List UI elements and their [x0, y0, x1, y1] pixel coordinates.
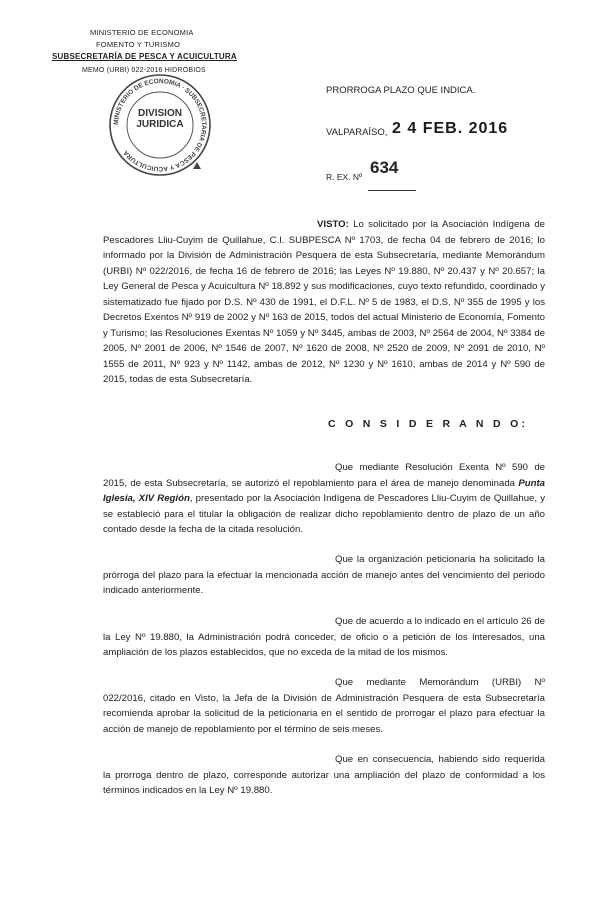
- place-label: VALPARAÍSO,: [326, 127, 388, 138]
- subsecretaria-name: SUBSECRETARÍA DE PESCA Y ACUICULTURA: [52, 52, 237, 61]
- stamp-line1: DIVISION: [138, 108, 182, 119]
- p1-area-name: Punta Iglesia, XIV Región: [103, 477, 545, 504]
- memo-reference: MEMO (URBI) 022-2016 HIDROBIOS: [82, 67, 206, 74]
- p1-text-c: , presentado por la Asociación Indígena de Pescadores Lliu-Cuyim de Quillahue, y se estableció para el titular la obligación de realizar dicho repoblamiento dentro de plazo de un año contado desde la fecha de la citada resolución.: [103, 493, 545, 535]
- subject-line: PRORROGA PLAZO QUE INDICA.: [326, 85, 476, 96]
- division-juridica-stamp: [105, 70, 215, 180]
- considerando-paragraph-3: [103, 614, 545, 661]
- considerando-paragraph-2: [103, 552, 545, 599]
- ministry-line1: MINISTERIO DE ECONOMIA: [90, 28, 194, 37]
- p4-text: Que mediante Memorándum (URBI) Nº 022/2016, citado en Visto, la Jefa de la División de Administración Pesquera de esta Subsecretaría recomienda aprobar la solicitud de la peticionaria en el sentido de prorrogar el plazo para efectuar la acción de manejo de repoblamiento por el término de seis meses.: [103, 677, 545, 735]
- considerando-paragraph-4: [103, 675, 545, 737]
- p1-text-a: Que mediante Resolución Exenta Nº 590 de 2015, de esta Subsecretaría, se autorizó el repoblamiento para el área de manejo denominada: [103, 462, 545, 489]
- considerando-paragraph-1: [103, 460, 545, 538]
- ministry-line2: FOMENTO Y TURISMO: [96, 40, 181, 49]
- resolution-number-line: [368, 182, 416, 191]
- resolution-label: R. EX. Nº: [326, 172, 363, 182]
- stamp-ring-text: MINISTERIO DE ECONOMIA · SUBSECRETARIA DE PESCA Y ACUICULTURA: [112, 77, 208, 173]
- stamp-line2: JURIDICA: [136, 119, 184, 130]
- resolution-date: 2 4 FEB. 2016: [392, 120, 509, 137]
- considerando-paragraph-5: [103, 752, 545, 799]
- p5-text: Que en consecuencia, habiendo sido requerida la prorroga dentro de plazo, corresponde autorizar una ampliación del plazo de conformidad a los términos indicados en la Ley Nº 19.880.: [103, 754, 545, 796]
- p2-text: Que la organización peticionaria ha solicitado la prórroga del plazo para la efectuar la mencionada acción de manejo antes del vencimiento del periodo indicado anteriormente.: [103, 554, 545, 596]
- considerando-title: C O N S I D E R A N D O:: [328, 418, 529, 430]
- p3-text: Que de acuerdo a lo indicado en el artículo 26 de la Ley Nº 19.880, la Administración podrá conceder, de oficio o a petición de los interesados, una ampliación de los plazos establecidos, que no exceda de la mitad de los mismos.: [103, 616, 545, 658]
- visto-paragraph: [103, 217, 545, 388]
- visto-text: Lo solicitado por la Asociación Indígena de Pescadores Lliu-Cuyim de Quillahue, C.I. SUBPESCA Nº 1703, de fecha 04 de febrero de 2016; lo informado por la División de Administración Pesquera de esta Subsecretaría, mediante Memorándum (URBI) Nº 022/2016, de fecha 16 de febrero de 2016; las Leyes Nº 19.880, Nº 20.437 y Nº 20.657; la Ley General de Pesca y Acuicultura Nº 18.892 y sus modificaciones, cuyo texto refundido, coordinado y sistematizado fue fijado por D.S. Nº 430 de 1991, el D.F.L. Nº 5 de 1983, el D.S. Nº 355 de 1995 y los Decretos Exentos Nº 919 de 2002 y Nº 163 de 2015, todos del actual Ministerio de Economía, Fomento y Turismo; las Resoluciones Exentas Nº 1059 y Nº 3445, ambas de 2003, Nº 2564 de 2004, Nº 3384 de 2005, Nº 2001 de 2006, Nº 1546 de 2007, Nº 1620 de 2008, Nº 2520 de 2009, Nº 2091 de 2010, Nº 1555 de 2011, Nº 923 y Nº 1142, ambas de 2012, Nº 1230 y Nº 1610, ambas de 2014 y Nº 590 de 2015, todas de esta Subsecretaría.: [103, 219, 546, 385]
- visto-label: VISTO:: [317, 219, 349, 230]
- resolution-number: 634: [370, 158, 399, 177]
